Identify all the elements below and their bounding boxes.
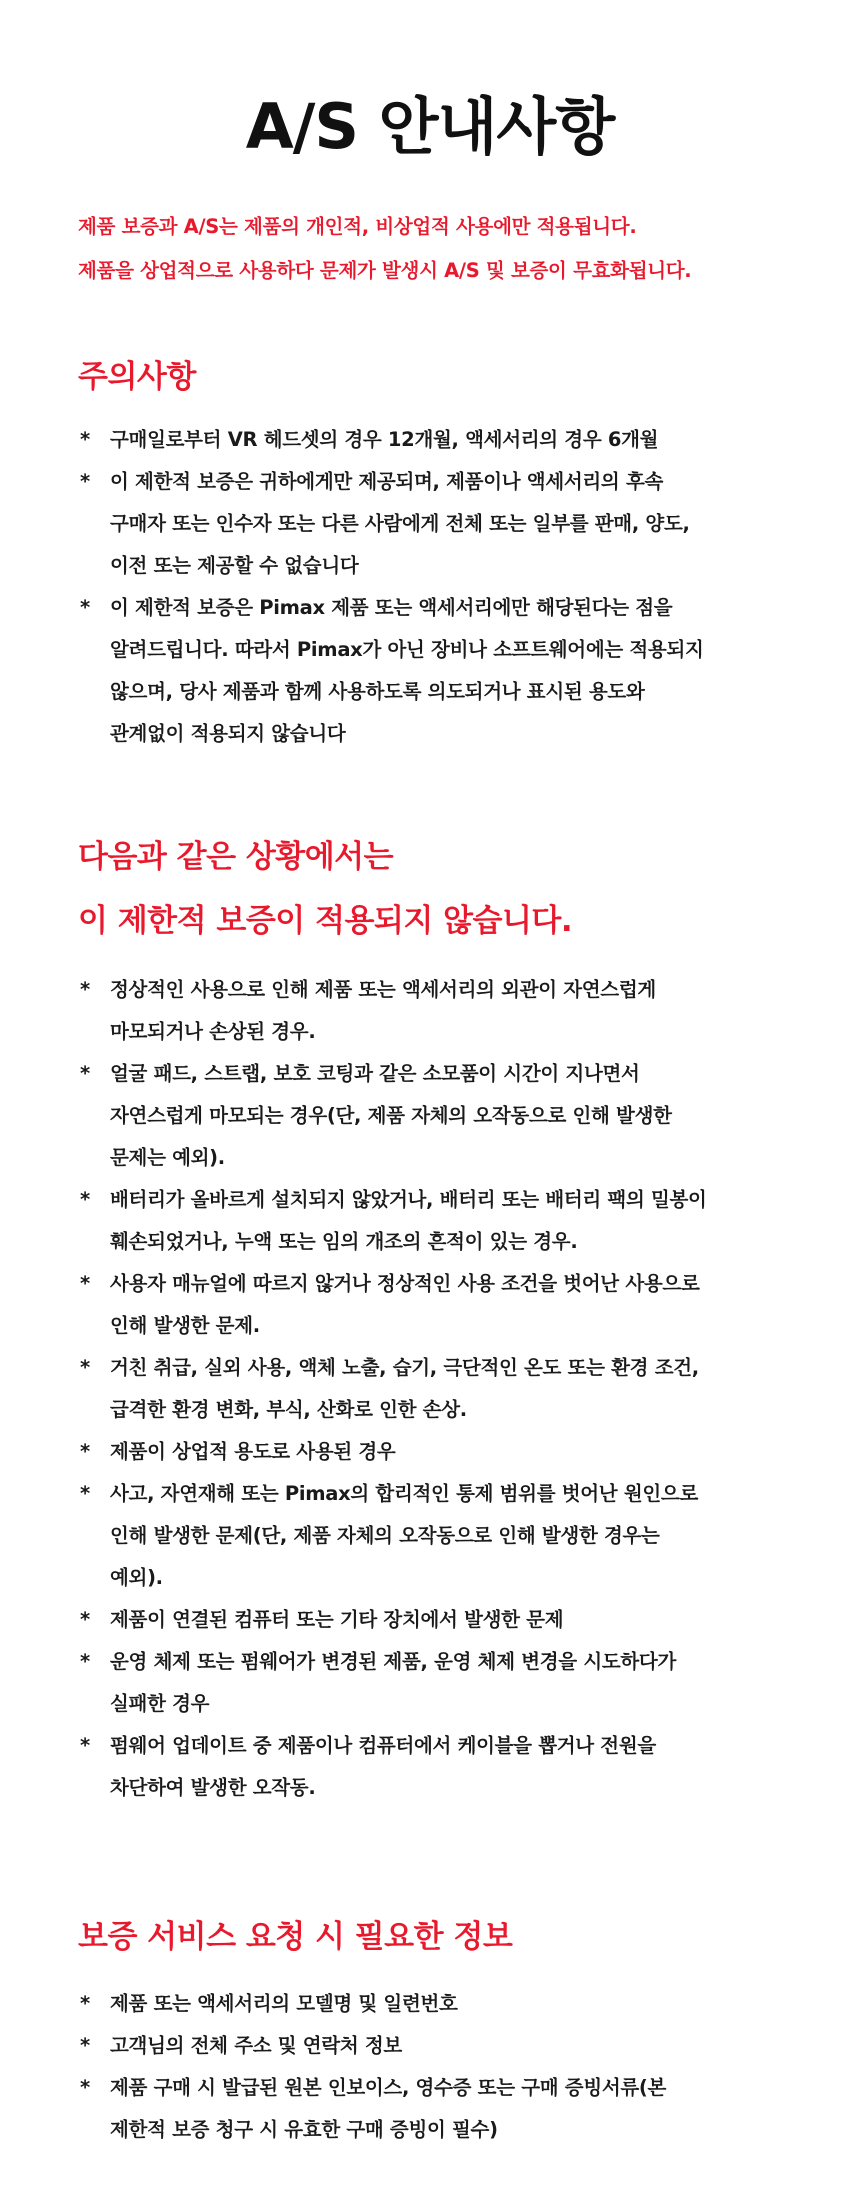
list-item <box>78 2025 798 2067</box>
page-title: A/S 안내사항 <box>245 89 615 163</box>
exclusions-heading-line: 이 제한적 보증이 적용되지 않습니다. <box>78 903 573 939</box>
exclusions-section <box>78 825 798 1809</box>
list-item-text: 제한적 보증 청구 시 유효한 구매 증빙이 필수) <box>110 2118 498 2141</box>
list-item-text: 구매자 또는 인수자 또는 다른 사람에게 전체 또는 일부를 판매, 양도, <box>110 512 690 535</box>
exclusions-list <box>78 969 798 1809</box>
intro-line: 제품을 상업적으로 사용하다 문제가 발생시 A/S 및 보증이 무효화됩니다. <box>78 259 692 282</box>
bullet-marker: * <box>80 1440 90 1463</box>
bullet-marker: * <box>80 2034 90 2057</box>
list-item <box>78 969 798 1053</box>
list-item <box>78 1179 798 1263</box>
list-item-text: 고객님의 전체 주소 및 연락처 정보 <box>110 2034 402 2057</box>
exclusions-heading-line: 다음과 같은 상황에서는 <box>78 839 394 875</box>
list-item <box>78 1473 798 1599</box>
list-item-text: 구매일로부터 VR 헤드셋의 경우 12개월, 액세서리의 경우 6개월 <box>110 428 659 451</box>
list-item-text: 운영 체제 또는 펌웨어가 변경된 제품, 운영 체제 변경을 시도하다가 <box>110 1650 677 1673</box>
list-item-text: 제품이 상업적 용도로 사용된 경우 <box>110 1440 396 1463</box>
list-item-text: 인해 발생한 문제. <box>110 1314 260 1337</box>
required-info-list <box>78 1983 798 2151</box>
list-item-text: 알려드립니다. 따라서 Pimax가 아닌 장비나 소프트웨어에는 적용되지 <box>110 638 704 661</box>
intro-line: 제품 보증과 A/S는 제품의 개인적, 비상업적 사용에만 적용됩니다. <box>78 215 637 238</box>
list-item-text: 예외). <box>110 1566 163 1589</box>
list-item-text: 자연스럽게 마모되는 경우(단, 제품 자체의 오작동으로 인해 발생한 <box>110 1104 672 1127</box>
list-item <box>78 1347 798 1431</box>
required-info-heading: 보증 서비스 요청 시 필요한 정보 <box>78 1919 513 1955</box>
list-item-text: 인해 발생한 문제(단, 제품 자체의 오작동으로 인해 발생한 경우는 <box>110 1524 660 1547</box>
exclusions-heading <box>78 825 798 953</box>
list-item-text: 관계없이 적용되지 않습니다 <box>110 722 346 745</box>
list-item <box>78 1641 798 1725</box>
list-item-text: 이 제한적 보증은 Pimax 제품 또는 액세서리에만 해당된다는 점을 <box>110 596 673 619</box>
list-item-text: 제품 구매 시 발급된 원본 인보이스, 영수증 또는 구매 증빙서류(본 <box>110 2076 667 2099</box>
list-item <box>78 587 798 755</box>
bullet-marker: * <box>80 470 90 493</box>
caution-section <box>78 345 798 755</box>
bullet-marker: * <box>80 1992 90 2015</box>
list-item-text: 마모되거나 손상된 경우. <box>110 1020 316 1043</box>
list-item-text: 거친 취급, 실외 사용, 액체 노출, 습기, 극단적인 온도 또는 환경 조건, <box>110 1356 699 1379</box>
bullet-marker: * <box>80 1062 90 1085</box>
list-item-text: 이전 또는 제공할 수 없습니다 <box>110 554 359 577</box>
list-item-text: 정상적인 사용으로 인해 제품 또는 액세서리의 외관이 자연스럽게 <box>110 978 656 1001</box>
list-item-text: 않으며, 당사 제품과 함께 사용하도록 의도되거나 표시된 용도와 <box>110 680 645 703</box>
list-item-text: 펌웨어 업데이트 중 제품이나 컴퓨터에서 케이블을 뽑거나 전원을 <box>110 1734 656 1757</box>
list-item <box>78 1599 798 1641</box>
intro-notice <box>78 205 798 293</box>
list-item <box>78 1431 798 1473</box>
caution-heading: 주의사항 <box>78 359 196 395</box>
list-item-text: 얼굴 패드, 스트랩, 보호 코팅과 같은 소모품이 시간이 지나면서 <box>110 1062 640 1085</box>
bullet-marker: * <box>80 1272 90 1295</box>
list-item <box>78 1725 798 1809</box>
bullet-marker: * <box>80 978 90 1001</box>
list-item-text: 문제는 예외). <box>110 1146 225 1169</box>
list-item-text: 급격한 환경 변화, 부식, 산화로 인한 손상. <box>110 1398 467 1421</box>
bullet-marker: * <box>80 1482 90 1505</box>
list-item-text: 제품이 연결된 컴퓨터 또는 기타 장치에서 발생한 문제 <box>110 1608 564 1631</box>
list-item-text: 실패한 경우 <box>110 1692 210 1715</box>
list-item-text: 제품 또는 액세서리의 모델명 및 일련번호 <box>110 1992 458 2015</box>
list-item <box>78 461 798 587</box>
list-item-text: 차단하여 발생한 오작동. <box>110 1776 316 1799</box>
bullet-marker: * <box>80 1650 90 1673</box>
list-item-text: 사고, 자연재해 또는 Pimax의 합리적인 통제 범위를 벗어난 원인으로 <box>110 1482 698 1505</box>
bullet-marker: * <box>80 428 90 451</box>
bullet-marker: * <box>80 2076 90 2099</box>
list-item-text: 이 제한적 보증은 귀하에게만 제공되며, 제품이나 액세서리의 후속 <box>110 470 664 493</box>
required-info-section <box>78 1905 798 2151</box>
list-item-text: 배터리가 올바르게 설치되지 않았거나, 배터리 또는 배터리 팩의 밀봉이 <box>110 1188 707 1211</box>
list-item <box>78 2067 798 2151</box>
bullet-marker: * <box>80 596 90 619</box>
list-item <box>78 419 798 461</box>
caution-list <box>78 419 798 755</box>
bullet-marker: * <box>80 1608 90 1631</box>
bullet-marker: * <box>80 1188 90 1211</box>
list-item-text: 훼손되었거나, 누액 또는 임의 개조의 흔적이 있는 경우. <box>110 1230 578 1253</box>
list-item <box>78 1053 798 1179</box>
list-item-text: 사용자 매뉴얼에 따르지 않거나 정상적인 사용 조건을 벗어난 사용으로 <box>110 1272 700 1295</box>
list-item <box>78 1983 798 2025</box>
bullet-marker: * <box>80 1356 90 1379</box>
list-item <box>78 1263 798 1347</box>
bullet-marker: * <box>80 1734 90 1757</box>
